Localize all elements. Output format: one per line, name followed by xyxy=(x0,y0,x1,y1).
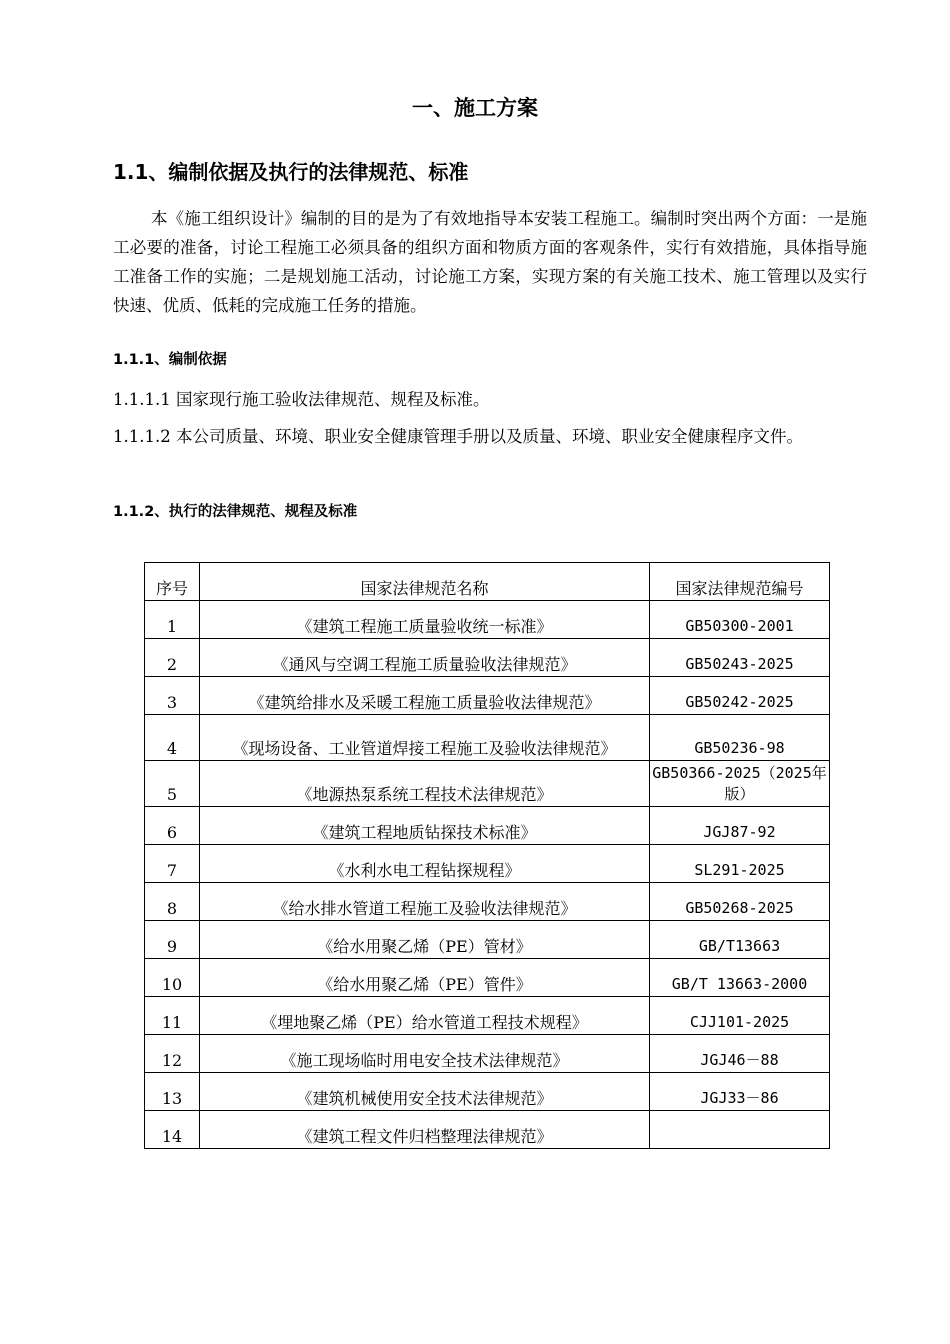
row-code: SL291-2025 xyxy=(650,845,830,883)
row-no: 1 xyxy=(145,601,200,639)
row-code: CJJ101-2025 xyxy=(650,997,830,1035)
row-code: GB50242-2025 xyxy=(650,677,830,715)
row-name: 《水利水电工程钻探规程》 xyxy=(200,845,650,883)
table-row xyxy=(145,715,830,761)
row-code: GB/T 13663-2000 xyxy=(650,959,830,997)
row-name: 《地源热泵系统工程技术法律规范》 xyxy=(200,761,650,807)
row-no: 2 xyxy=(145,639,200,677)
row-name: 《通风与空调工程施工质量验收法律规范》 xyxy=(200,639,650,677)
row-no: 13 xyxy=(145,1073,200,1111)
row-name: 《建筑工程文件归档整理法律规范》 xyxy=(200,1111,650,1149)
row-name: 《给水用聚乙烯（PE）管材》 xyxy=(200,921,650,959)
table-row xyxy=(145,639,830,677)
row-name: 《给水排水管道工程施工及验收法律规范》 xyxy=(200,883,650,921)
row-name: 《施工现场临时用电安全技术法律规范》 xyxy=(200,1035,650,1073)
table-row xyxy=(145,761,830,807)
table-row xyxy=(145,921,830,959)
row-no: 9 xyxy=(145,921,200,959)
subsection-heading-standards: 1.1.2、执行的法律规范、规程及标准 xyxy=(113,504,358,520)
row-no: 14 xyxy=(145,1111,200,1149)
table-row xyxy=(145,883,830,921)
basis-item-1: 1.1.1.1 国家现行施工验收法律规范、规程及标准。 xyxy=(113,390,490,409)
row-code xyxy=(650,1111,830,1149)
table-row xyxy=(145,1111,830,1149)
row-code: JGJ87-92 xyxy=(650,807,830,845)
table-row xyxy=(145,1035,830,1073)
row-no: 12 xyxy=(145,1035,200,1073)
row-no: 8 xyxy=(145,883,200,921)
row-name: 《建筑给排水及采暖工程施工质量验收法律规范》 xyxy=(200,677,650,715)
row-code: GB50236-98 xyxy=(650,715,830,761)
table-row xyxy=(145,1073,830,1111)
row-code: JGJ46－88 xyxy=(650,1035,830,1073)
header-name: 国家法律规范名称 xyxy=(200,563,650,601)
row-no: 5 xyxy=(145,761,200,807)
section-heading: 1.1、编制依据及执行的法律规范、标准 xyxy=(113,160,469,184)
row-code: GB50243-2025 xyxy=(650,639,830,677)
row-name: 《建筑工程施工质量验收统一标准》 xyxy=(200,601,650,639)
row-no: 6 xyxy=(145,807,200,845)
table-row xyxy=(145,959,830,997)
subsection-heading-basis: 1.1.1、编制依据 xyxy=(113,352,227,368)
row-no: 11 xyxy=(145,997,200,1035)
row-no: 10 xyxy=(145,959,200,997)
table-row xyxy=(145,677,830,715)
header-code: 国家法律规范编号 xyxy=(650,563,830,601)
row-name: 《给水用聚乙烯（PE）管件》 xyxy=(200,959,650,997)
table-row xyxy=(145,601,830,639)
row-code: GB50300-2001 xyxy=(650,601,830,639)
header-no: 序号 xyxy=(145,563,200,601)
row-code: GB50366-2025（2025年版） xyxy=(650,761,830,807)
intro-paragraph: 本《施工组织设计》编制的目的是为了有效地指导本安装工程施工。编制时突出两个方面：一是施工必要的准备，讨论工程施工必须具备的组织方面和物质方面的客观条件，实行有效措施，具体指导施工准备工作的实施；二是规划施工活动，讨论施工方案，实现方案的有关施工技术、施工管理以及实行快速、优质、低耗的完成施工任务的措施。 xyxy=(113,209,867,315)
row-name: 《埋地聚乙烯（PE）给水管道工程技术规程》 xyxy=(200,997,650,1035)
row-name: 《现场设备、工业管道焊接工程施工及验收法律规范》 xyxy=(200,715,650,761)
table-header-row xyxy=(145,563,830,601)
page-title: 一、施工方案 xyxy=(412,96,538,120)
row-code: GB/T13663 xyxy=(650,921,830,959)
row-no: 7 xyxy=(145,845,200,883)
row-name: 《建筑机械使用安全技术法律规范》 xyxy=(200,1073,650,1111)
row-no: 3 xyxy=(145,677,200,715)
table-row xyxy=(145,997,830,1035)
standards-table xyxy=(144,562,830,1149)
basis-item-2: 1.1.1.2 本公司质量、环境、职业安全健康管理手册以及质量、环境、职业安全健康程序文件。 xyxy=(113,427,803,446)
row-code: JGJ33－86 xyxy=(650,1073,830,1111)
table-row xyxy=(145,807,830,845)
row-no: 4 xyxy=(145,715,200,761)
row-code: GB50268-2025 xyxy=(650,883,830,921)
table-row xyxy=(145,845,830,883)
row-name: 《建筑工程地质钻探技术标准》 xyxy=(200,807,650,845)
